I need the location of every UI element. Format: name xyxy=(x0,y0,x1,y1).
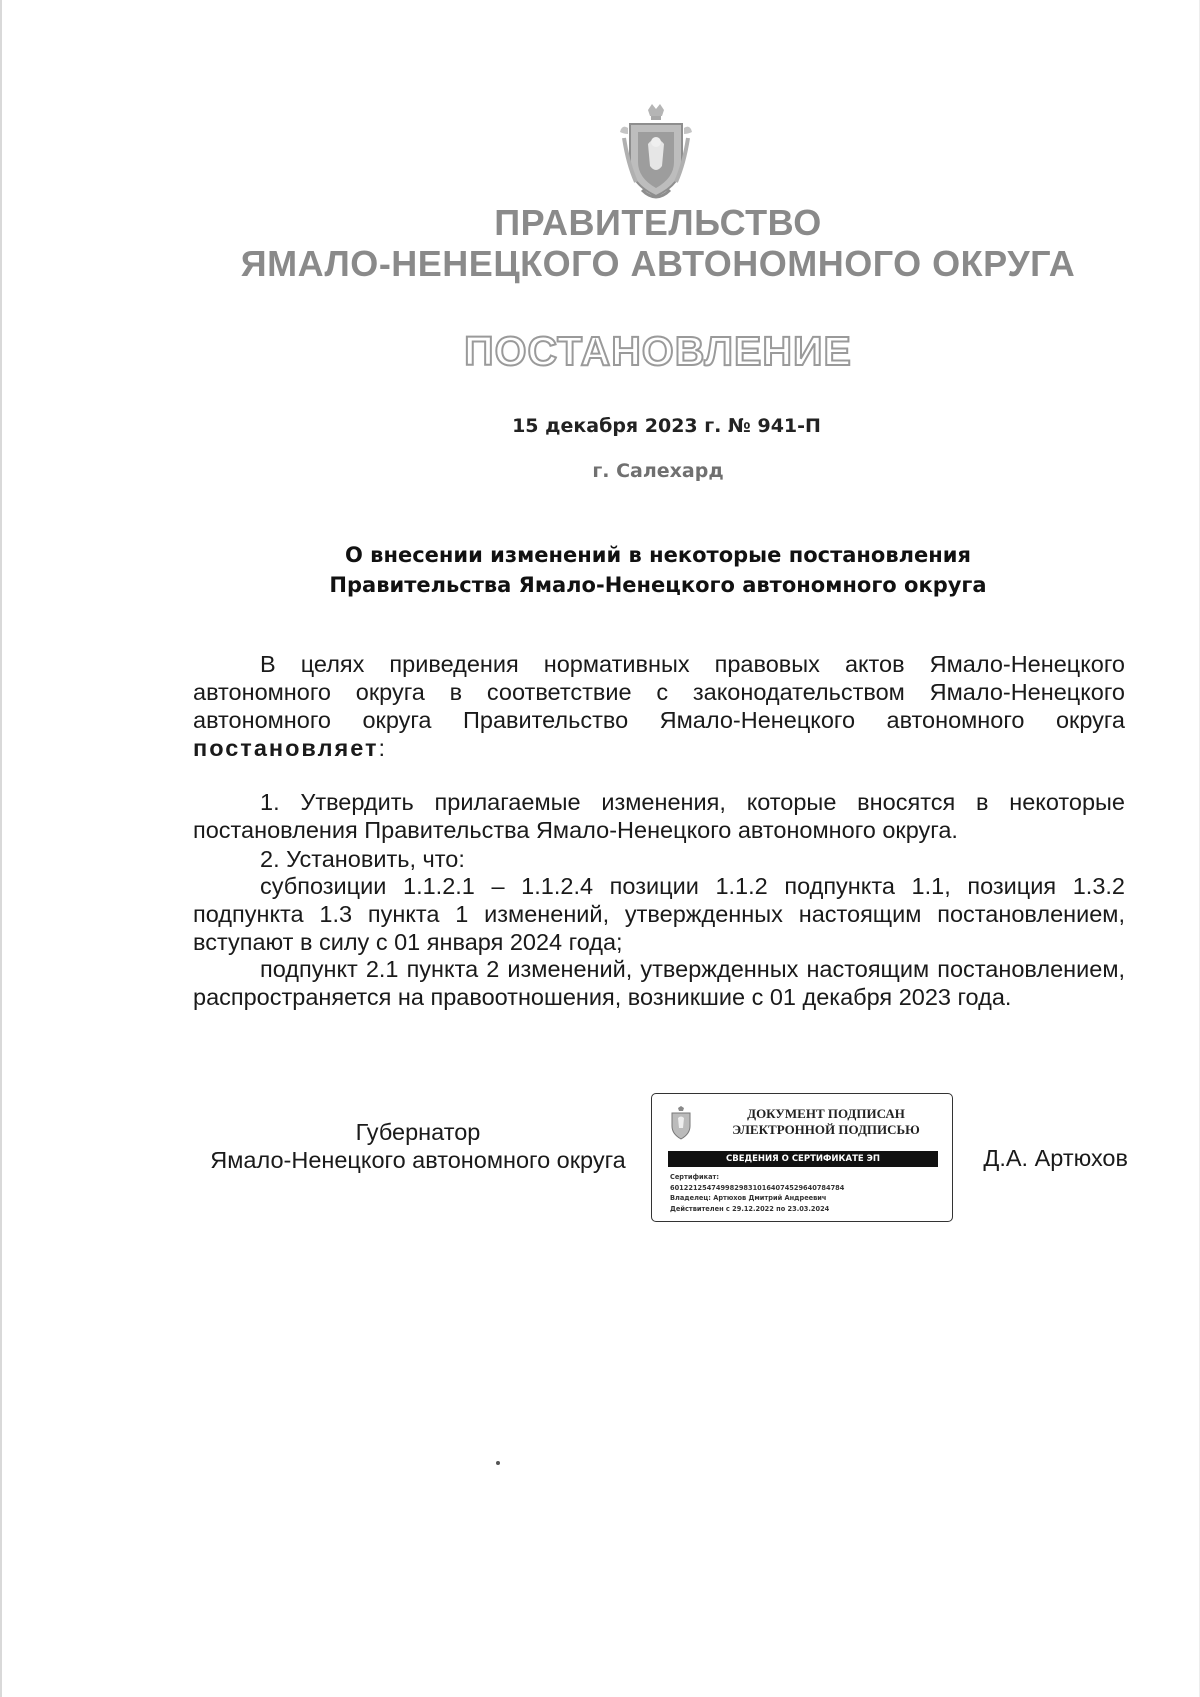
stamp-heading-line1: ДОКУМЕНТ ПОДПИСАН xyxy=(747,1106,905,1121)
scan-speck xyxy=(496,1461,500,1465)
signatory-role-line2: Ямало-Ненецкого автономного округа xyxy=(210,1147,626,1173)
government-name-line1: ПРАВИТЕЛЬСТВО xyxy=(494,202,822,243)
stamp-heading-line2: ЭЛЕКТРОННОЙ ПОДПИСЬЮ xyxy=(732,1122,920,1137)
intro-paragraph xyxy=(193,650,1125,762)
subject-line2: Правительства Ямало-Ненецкого автономного округа xyxy=(329,573,987,597)
signatory-role-line1: Губернатор xyxy=(355,1119,481,1145)
intro-text: В целях приведения нормативных правовых актов Ямало-Ненецкого автономного округа в соответствие с законодательством Ямало-Ненецкого автономного округа Правительство Ямало-Ненецкого автономного округа xyxy=(193,651,1125,733)
certificate-validity: Действителен с 29.12.2022 по 23.03.2024 xyxy=(670,1204,830,1213)
item-2b-paragraph: подпункт 2.1 пункта 2 изменений, утвержденных настоящим постановлением, распространяется на правоотношения, возникшие с 01 декабря 2023 года. xyxy=(193,956,1125,1010)
certificate-number: 60122125474998298310164074529640784784 xyxy=(670,1183,845,1192)
signatory-name: Д.А. Артюхов xyxy=(983,1145,1128,1171)
document-type-heading: ПОСТАНОВЛЕНИЕ xyxy=(464,328,852,374)
certificate-owner: Владелец: Артюхов Дмитрий Андреевич xyxy=(670,1194,827,1202)
city-name: г. Салехард xyxy=(592,460,724,482)
item-2-paragraph: 2. Установить, что: xyxy=(260,846,465,872)
stamp-heading xyxy=(712,1106,940,1138)
subject-line1: О внесении изменений в некоторые постановления xyxy=(345,543,971,567)
item-2a-paragraph: субпозиции 1.1.2.1 – 1.1.2.4 позиции 1.1.2 подпункта 1.1, позиция 1.3.2 подпункта 1.3 пункта 1 изменений, утвержденных настоящим постановлением, вступают в силу с 01 января 2024 года; xyxy=(193,873,1125,955)
signatory-title xyxy=(193,1118,643,1174)
certificate-label: Сертификат: xyxy=(670,1173,720,1181)
certificate-info-bar: СВЕДЕНИЯ О СЕРТИФИКАТЕ ЭП xyxy=(668,1151,938,1167)
intro-emphasis: постановляет xyxy=(193,735,379,761)
electronic-signature-stamp xyxy=(651,1093,953,1222)
document-subject xyxy=(0,540,1200,600)
item-1-paragraph: 1. Утвердить прилагаемые изменения, которые вносятся в некоторые постановления Правительства Ямало-Ненецкого автономного округа. xyxy=(193,789,1125,843)
intro-end: : xyxy=(378,735,386,761)
coat-of-arms-icon xyxy=(618,104,694,204)
stamp-coat-of-arms-icon xyxy=(668,1106,694,1142)
certificate-details xyxy=(670,1172,945,1214)
date-and-number: 15 декабря 2023 г. № 941-П xyxy=(512,415,821,437)
government-name-line2: ЯМАЛО-НЕНЕЦКОГО АВТОНОМНОГО ОКРУГА xyxy=(240,243,1076,284)
